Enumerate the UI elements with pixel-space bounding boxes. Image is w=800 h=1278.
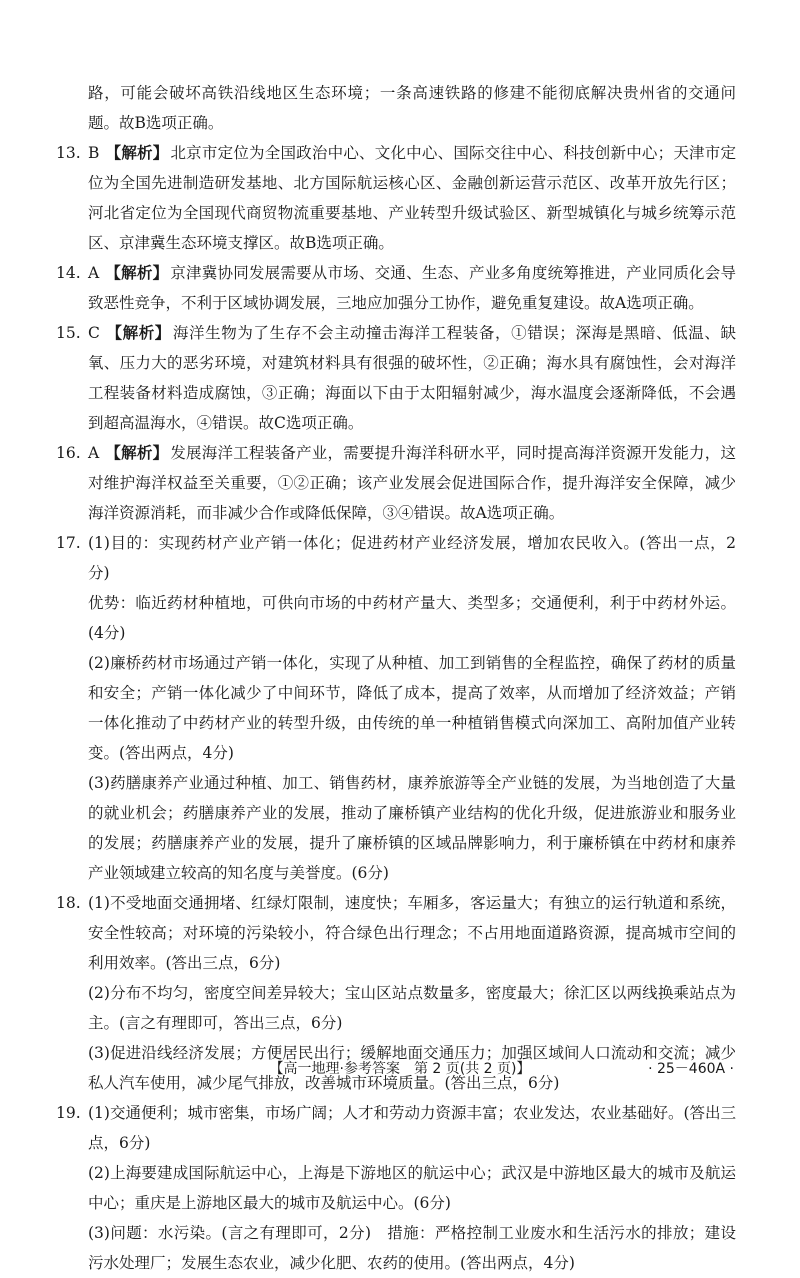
- answer-letter: B: [88, 144, 100, 162]
- answer-text: (1)目的：实现药材产业产销一体化；促进药材产业经济发展，增加农民收入。(答出一点，2分): [88, 534, 736, 582]
- answer-17-part-2: [56, 648, 736, 768]
- answer-19-part-2: [56, 1158, 736, 1218]
- answer-letter: C: [88, 324, 100, 342]
- answer-16: [56, 438, 736, 528]
- continued-answer-12: [56, 78, 736, 138]
- answer-text: (2)上海要建成国际航运中心，上海是下游地区的航运中心；武汉是中游地区最大的城市及航运中心；重庆是上游地区最大的城市及航运中心。(6分): [88, 1164, 736, 1212]
- answer-letter: A: [88, 264, 100, 282]
- answer-text: (3)问题：水污染。(言之有理即可，2分) 措施：严格控制工业废水和生活污水的排放；建设污水处理厂；发展生态农业，减少化肥、农药的使用。(答出两点，4分): [88, 1224, 736, 1272]
- analysis-text: 海洋生物为了生存不会主动撞击海洋工程装备，①错误；深海是黑暗、低温、缺氧、压力大的恶劣环境，对建筑材料具有很强的破坏性，②正确；海水具有腐蚀性，会对海洋工程装备材料造成腐蚀，③正确；海面以下由于太阳辐射减少，海水温度会逐渐降低，不会遇到超高温海水，④错误。故C选项正确。: [88, 324, 736, 432]
- answer-content: [56, 78, 736, 1278]
- footer-page-info: 【高一地理·参考答案 第 2 页(共 2 页)】: [269, 1061, 531, 1077]
- answer-18-part-1: [56, 888, 736, 978]
- answer-text: (2)分布不均匀，密度空间差异较大；宝山区站点数量多，密度最大；徐汇区以两线换乘站点为主。(言之有理即可，答出三点，6分): [88, 984, 736, 1032]
- question-number: 15.: [56, 324, 81, 342]
- answer-14: [56, 258, 736, 318]
- continued-line-1: 路，可能会破坏高铁沿线地区生态环境；一条高速铁路的修建不能彻底解决贵州省的交通问: [88, 84, 736, 102]
- answer-text: (3)促进沿线经济发展；方便居民出行；缓解地面交通压力；加强区域间人口流动和交流；减少私人汽车使用，减少尾气排放，改善城市环境质量。(答出三点，6分): [88, 1044, 736, 1092]
- answer-15: [56, 318, 736, 438]
- continued-line-2: 题。故B选项正确。: [88, 114, 224, 132]
- analysis-label: 【解析】: [105, 444, 169, 462]
- answer-19-part-1: [56, 1098, 736, 1158]
- answer-18-part-2: [56, 978, 736, 1038]
- page-footer: [0, 1058, 800, 1082]
- answer-17-advantage: [56, 588, 736, 648]
- answer-text: (2)廉桥药材市场通过产销一体化，实现了从种植、加工到销售的全程监控，确保了药材的质量和安全；产销一体化减少了中间环节，降低了成本，提高了效率，从而增加了经济效益；产销一体化推动了中药材产业的转型升级，由传统的单一种植销售模式向深加工、高附加值产业转变。(答出两点，4分): [88, 654, 736, 762]
- analysis-text: 北京市定位为全国政治中心、文化中心、国际交往中心、科技创新中心；天津市定位为全国先进制造研发基地、北方国际航运核心区、金融创新运营示范区、改革开放先行区；河北省定位为全国现代商贸物流重要基地、产业转型升级试验区、新型城镇化与城乡统筹示范区、京津冀生态环境支撑区。故B选项正确。: [88, 144, 736, 252]
- answer-17-part-1: [56, 528, 736, 588]
- answer-13: [56, 138, 736, 258]
- analysis-text: 发展海洋工程装备产业，需要提升海洋科研水平，同时提高海洋资源开发能力，这对维护海洋权益至关重要，①②正确；该产业发展会促进国际合作，提升海洋安全保障，减少海洋资源消耗，而非减少合作或降低保障，③④错误。故A选项正确。: [88, 444, 736, 522]
- footer-code: · 25－460A ·: [648, 1061, 734, 1077]
- question-number: 19.: [56, 1104, 81, 1122]
- answer-text: (1)交通便利；城市密集，市场广阔；人才和劳动力资源丰富；农业发达，农业基础好。(答出三点，6分): [88, 1104, 737, 1152]
- question-number: 16.: [56, 444, 81, 462]
- answer-text: 优势：临近药材种植地，可供向市场的中药材产量大、类型多；交通便利，利于中药材外运。(4分): [88, 594, 736, 642]
- analysis-text: 京津冀协同发展需要从市场、交通、生态、产业多角度统筹推进，产业同质化会导致恶性竞争，不利于区域协调发展，三地应加强分工协作，避免重复建设。故A选项正确。: [88, 264, 736, 312]
- answer-19-part-3: [56, 1218, 736, 1278]
- answer-letter: A: [88, 444, 100, 462]
- answer-text: (3)药膳康养产业通过种植、加工、销售药材，康养旅游等全产业链的发展，为当地创造了大量的就业机会；药膳康养产业的发展，推动了廉桥镇产业结构的优化升级，促进旅游业和服务业的发展；药膳康养产业的发展，提升了廉桥镇的区域品牌影响力，利于廉桥镇在中药材和康养产业领域建立较高的知名度与美誉度。(6分): [88, 774, 736, 882]
- analysis-label: 【解析】: [105, 144, 169, 162]
- question-number: 14.: [56, 264, 81, 282]
- answer-text: (1)不受地面交通拥堵、红绿灯限制，速度快；车厢多，客运量大；有独立的运行轨道和系统，安全性较高；对环境的污染较小，符合绿色出行理念；不占用地面道路资源，提高城市空间的利用效率。(答出三点，6分): [88, 894, 736, 972]
- question-number: 13.: [56, 144, 81, 162]
- question-number: 17.: [56, 534, 81, 552]
- analysis-label: 【解析】: [105, 264, 169, 282]
- answer-17-part-3: [56, 768, 736, 888]
- question-number: 18.: [56, 894, 81, 912]
- analysis-label: 【解析】: [105, 324, 171, 342]
